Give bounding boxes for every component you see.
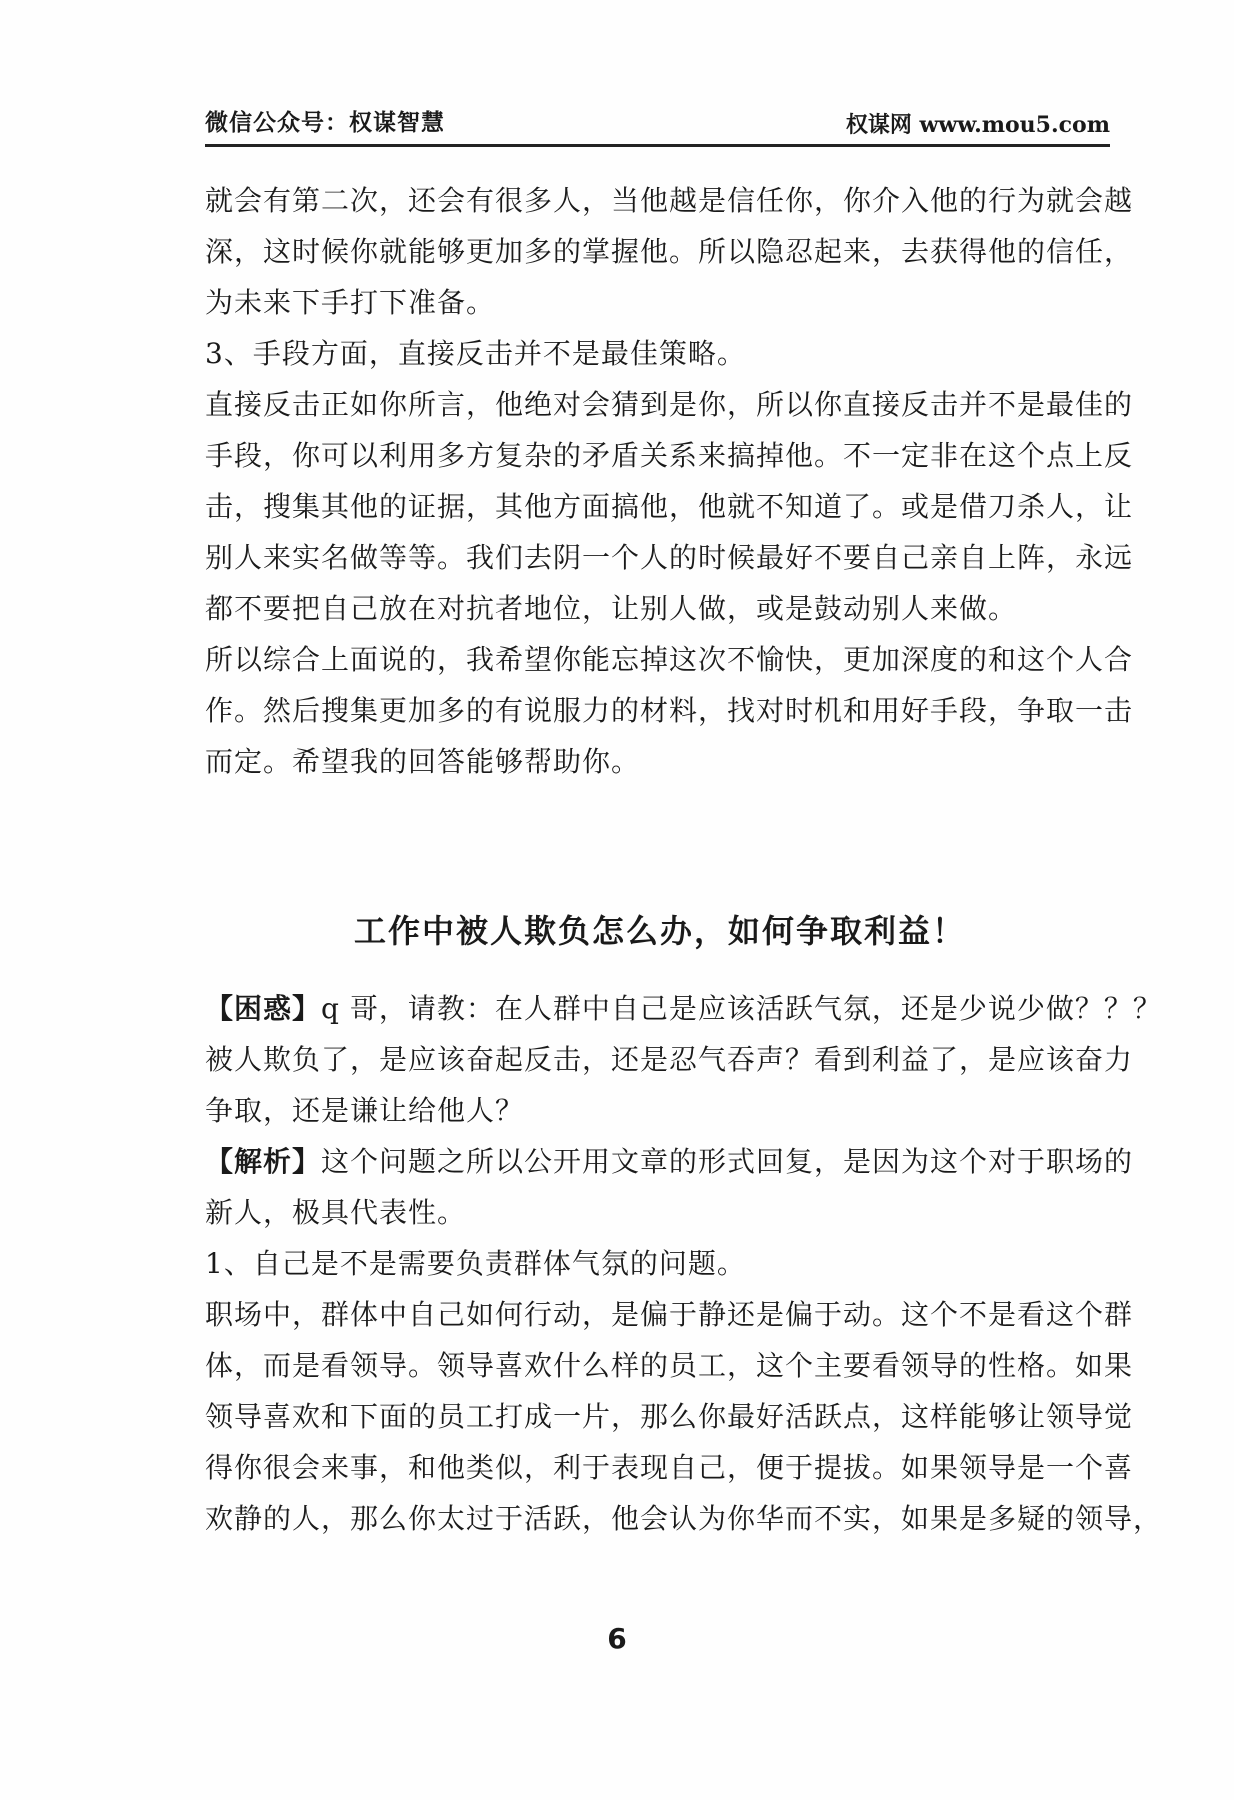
paragraph-line: 击，搜集其他的证据，其他方面搞他，他就不知道了。或是借刀杀人，让 [205, 490, 1134, 523]
paragraph-line: 都不要把自己放在对抗者地位，让别人做，或是鼓动别人来做。 [205, 592, 1018, 625]
paragraph-line: 所以综合上面说的，我希望你能忘掉这次不愉快，更加深度的和这个人合 [205, 643, 1134, 676]
paragraph-line: 职场中，群体中自己如何行动，是偏于静还是偏于动。这个不是看这个群 [205, 1298, 1134, 1331]
page-number: 6 [607, 1622, 627, 1655]
paragraph-line: 争取，还是谦让给他人？ [205, 1094, 525, 1127]
analysis-text: 这个问题之所以公开用文章的形式回复，是因为这个对于职场的 [321, 1145, 1134, 1178]
paragraph-line: 别人来实名做等等。我们去阴一个人的时候最好不要自己亲自上阵，永远 [205, 541, 1134, 574]
page-content [205, 175, 1163, 1544]
confusion-text: q 哥，请教：在人群中自己是应该活跃气氛，还是少说少做？？？ [321, 992, 1162, 1025]
paragraph-line: 领导喜欢和下面的员工打成一片，那么你最好活跃点，这样能够让领导觉 [205, 1400, 1134, 1433]
paragraph-line: 得你很会来事，和他类似，利于表现自己，便于提拔。如果领导是一个喜 [205, 1451, 1134, 1484]
header-website: 权谋网 www.mou5.com [845, 112, 1110, 138]
paragraph-line: 深，这时候你就能够更加多的掌握他。所以隐忍起来，去获得他的信任， [205, 235, 1134, 268]
article-title: 工作中被人欺负怎么办，如何争取利益！ [353, 912, 966, 950]
paragraph-line: 而定。希望我的回答能够帮助你。 [205, 745, 641, 778]
paragraph-line: 就会有第二次，还会有很多人，当他越是信任你，你介入他的行为就会越 [205, 184, 1134, 217]
paragraph-line: 新人，极具代表性。 [205, 1196, 467, 1229]
spacer [205, 787, 1115, 877]
numbered-point-heading: 1、自己是不是需要负责群体气氛的问题。 [205, 1247, 746, 1280]
header-wechat-account: 微信公众号：权谋智慧 [205, 109, 445, 136]
paragraph-line: 为未来下手打下准备。 [205, 286, 496, 319]
paragraph-line: 欢静的人，那么你太过于活跃，他会认为你华而不实，如果是多疑的领导， [205, 1502, 1163, 1535]
paragraph-line: 手段，你可以利用多方复杂的矛盾关系来搞掉他。不一定非在这个点上反 [205, 439, 1134, 472]
confusion-tag: 【困惑】 [205, 992, 322, 1025]
paragraph-line: 直接反击正如你所言，他绝对会猜到是你，所以你直接反击并不是最佳的 [205, 388, 1134, 421]
analysis-tag: 【解析】 [205, 1145, 322, 1178]
confusion-line [205, 983, 1162, 1034]
page-header [205, 100, 1110, 147]
paragraph-line: 被人欺负了，是应该奋起反击，还是忍气吞声？看到利益了，是应该奋力 [205, 1043, 1134, 1076]
numbered-point-heading: 3、手段方面，直接反击并不是最佳策略。 [205, 337, 746, 370]
paragraph-line: 作。然后搜集更加多的有说服力的材料，找对时机和用好手段，争取一击 [205, 694, 1134, 727]
paragraph-line: 体，而是看领导。领导喜欢什么样的员工，这个主要看领导的性格。如果 [205, 1349, 1134, 1382]
analysis-line [205, 1136, 1134, 1187]
